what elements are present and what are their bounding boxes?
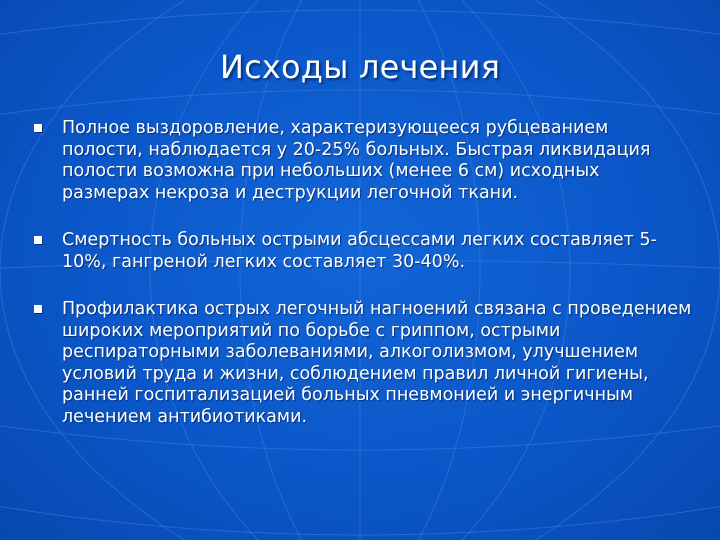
square-bullet-icon xyxy=(34,124,42,132)
square-bullet-icon xyxy=(34,305,42,313)
bullet-item-prevention xyxy=(32,299,692,428)
bullet-item-recovery xyxy=(32,118,692,204)
bullet-list xyxy=(32,118,692,454)
bullet-text: Профилактика острых легочный нагноений связана с проведением широких мероприятий по борьбе с гриппом, острыми респираторными заболеваниями, алкоголизмом, улучшением условий труда и жизни, соблюдением правил личной гигиены, ранней госпитализацией больных пневмонией и энергичным лечением антибиотиками. xyxy=(62,299,692,427)
bullet-text: Смертность больных острыми абсцессами легких составляет 5-10%, гангреной легких составляет 30-40%. xyxy=(62,230,657,272)
square-bullet-icon xyxy=(34,236,42,244)
bullet-item-mortality xyxy=(32,230,692,273)
slide-title: Исходы лечения xyxy=(219,48,501,86)
bullet-text: Полное выздоровление, характеризующееся рубцеванием полости, наблюдается у 20-25% больных. Быстрая ликвидация полости возможна при небольших (менее 6 см) исходных размерах некроза и деструкции легочной ткани. xyxy=(62,118,651,203)
